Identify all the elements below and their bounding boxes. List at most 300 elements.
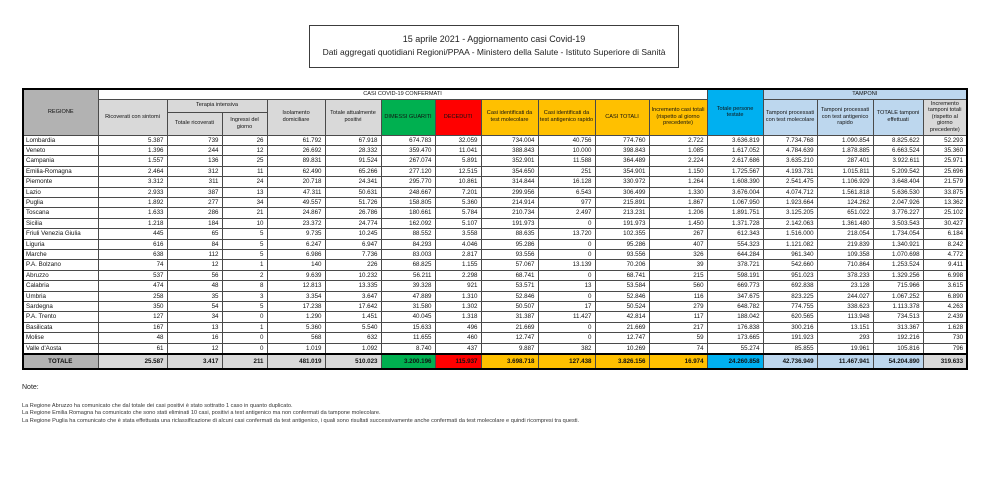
value-cell: 13.151 — [817, 322, 873, 332]
value-cell: 3.636.819 — [707, 135, 763, 145]
value-cell: 35 — [167, 291, 222, 301]
value-cell: 10.269 — [595, 343, 649, 354]
value-cell: 23.128 — [817, 281, 873, 291]
value-cell: 3.503.543 — [873, 218, 923, 228]
value-cell: 42.814 — [595, 312, 649, 322]
value-cell: 61 — [98, 343, 167, 354]
table-row — [23, 291, 967, 301]
value-cell: 88.635 — [481, 229, 538, 239]
value-cell: 89.831 — [267, 156, 325, 166]
value-cell: 734.513 — [873, 312, 923, 322]
value-cell: 326 — [649, 250, 707, 260]
value-cell: 1.867 — [649, 198, 707, 208]
value-cell: 277.120 — [381, 166, 435, 176]
value-cell: 921 — [435, 281, 481, 291]
value-cell: 19.961 — [817, 343, 873, 354]
value-cell: 21.669 — [595, 322, 649, 332]
value-cell: 3.776.227 — [873, 208, 923, 218]
table-row — [23, 208, 967, 218]
table-row — [23, 270, 967, 280]
value-cell: 3.635.210 — [763, 156, 817, 166]
value-cell: 632 — [325, 333, 381, 343]
value-cell: 267.074 — [381, 156, 435, 166]
value-cell: 286 — [167, 208, 222, 218]
value-cell: 4.784.639 — [763, 145, 817, 155]
value-cell: 218.054 — [817, 229, 873, 239]
value-cell: 0 — [538, 218, 595, 228]
value-cell: 48 — [98, 333, 167, 343]
value-cell: 5 — [222, 302, 267, 312]
col-header-casi-totali: CASI TOTALI — [595, 99, 649, 135]
value-cell: 50.631 — [325, 187, 381, 197]
notes-section — [22, 384, 988, 425]
table-row — [23, 250, 967, 260]
value-cell: 554.323 — [707, 239, 763, 249]
value-cell: 2.617.686 — [707, 156, 763, 166]
value-cell: 6.543 — [538, 187, 595, 197]
value-cell: 3.698.718 — [481, 354, 538, 369]
value-cell: 21.579 — [923, 177, 967, 187]
value-cell: 31.387 — [481, 312, 538, 322]
value-cell: 0 — [538, 250, 595, 260]
value-cell: 127 — [98, 312, 167, 322]
value-cell: 734.004 — [481, 135, 538, 145]
value-cell: 612.343 — [707, 229, 763, 239]
group-header-confirmed: CASI COVID-19 CONFERMATI — [98, 89, 707, 99]
value-cell: 124.262 — [817, 198, 873, 208]
value-cell: 715.966 — [873, 281, 923, 291]
value-cell: 25.587 — [98, 354, 167, 369]
value-cell: 5.784 — [435, 208, 481, 218]
value-cell: 1.113.378 — [873, 302, 923, 312]
value-cell: 496 — [435, 322, 481, 332]
value-cell: 61.792 — [267, 135, 325, 145]
notes-heading: Note: — [22, 384, 39, 392]
col-header-dimessi: DIMESSI GUARITI — [381, 99, 435, 135]
value-cell: 2.047.926 — [873, 198, 923, 208]
value-cell: 1.396 — [98, 145, 167, 155]
region-cell: Lombardia — [23, 135, 98, 145]
value-cell: 1.892 — [98, 198, 167, 208]
value-cell: 17 — [538, 302, 595, 312]
note-line: La Regione Abruzzo ha comunicato che dal totale dei casi positivi è stato sottratto 1 caso in quanto duplicato. — [22, 403, 293, 410]
value-cell: 25 — [222, 156, 267, 166]
value-cell: 6.247 — [267, 239, 325, 249]
value-cell: 977 — [538, 198, 595, 208]
value-cell: 6.890 — [923, 291, 967, 301]
value-cell: 638 — [98, 250, 167, 260]
table-body — [23, 135, 967, 369]
value-cell: 85.855 — [763, 343, 817, 354]
col-header-molecolare: Casi identificati da test molecolare — [481, 99, 538, 135]
value-cell: 34 — [222, 198, 267, 208]
value-cell: 1.561.818 — [817, 187, 873, 197]
region-cell: Molise — [23, 333, 98, 343]
report-subtitle: Dati aggregati quotidiani Regioni/PPAA - Ministero della Salute - Istituto Superiore di Sanità — [322, 47, 666, 57]
value-cell: 1.617.052 — [707, 145, 763, 155]
value-cell: 1.923.664 — [763, 198, 817, 208]
value-cell: 21 — [222, 208, 267, 218]
region-cell: Friuli Venezia Giulia — [23, 229, 98, 239]
value-cell: 338.623 — [817, 302, 873, 312]
value-cell: 692.838 — [763, 281, 817, 291]
region-cell: Umbria — [23, 291, 98, 301]
value-cell: 5 — [222, 229, 267, 239]
value-cell: 568 — [267, 333, 325, 343]
value-cell: 5.360 — [435, 198, 481, 208]
col-header-testate: Totale persone testate — [707, 89, 763, 135]
value-cell: 5.209.542 — [873, 166, 923, 176]
value-cell: 15.633 — [381, 322, 435, 332]
value-cell: 1.361.480 — [817, 218, 873, 228]
value-cell: 226 — [325, 260, 381, 270]
value-cell: 1.329.256 — [873, 270, 923, 280]
value-cell: 2.439 — [923, 312, 967, 322]
value-cell: 1.015.811 — [817, 166, 873, 176]
value-cell: 306.499 — [595, 187, 649, 197]
value-cell: 0 — [222, 343, 267, 354]
value-cell: 774.755 — [763, 302, 817, 312]
col-header-antigenico: Casi identificati da test antigenico rapido — [538, 99, 595, 135]
value-cell: 191.973 — [595, 218, 649, 228]
value-cell: 191.923 — [763, 333, 817, 343]
table-row — [23, 281, 967, 291]
value-cell: 537 — [98, 270, 167, 280]
table-row — [23, 343, 967, 354]
value-cell: 1.310 — [435, 291, 481, 301]
value-cell: 248.667 — [381, 187, 435, 197]
table-row — [23, 312, 967, 322]
value-cell: 2.817 — [435, 250, 481, 260]
table-row — [23, 229, 967, 239]
value-cell: 354.901 — [595, 166, 649, 176]
value-cell: 20.718 — [267, 177, 325, 187]
value-cell: 25.696 — [923, 166, 967, 176]
value-cell: 9.411 — [923, 260, 967, 270]
value-cell: 2.142.063 — [763, 218, 817, 228]
value-cell: 295.770 — [381, 177, 435, 187]
col-header-totale-ricoverati: Totale ricoverati — [167, 112, 222, 135]
value-cell: 299.956 — [481, 187, 538, 197]
value-cell: 31.580 — [381, 302, 435, 312]
value-cell: 293 — [817, 333, 873, 343]
value-cell: 16 — [167, 333, 222, 343]
value-cell: 56.211 — [381, 270, 435, 280]
col-header-ricoverati: Ricoverati con sintomi — [98, 99, 167, 135]
col-header-incremento-casi: Incremento casi totali (rispetto al giorno precedente) — [649, 99, 707, 135]
region-cell: Puglia — [23, 198, 98, 208]
value-cell: 2 — [222, 270, 267, 280]
value-cell: 33.875 — [923, 187, 967, 197]
value-cell: 11.588 — [538, 156, 595, 166]
value-cell: 49.557 — [267, 198, 325, 208]
col-header-deceduti: DECEDUTI — [435, 99, 481, 135]
value-cell: 140 — [267, 260, 325, 270]
col-header-tamponi-antigenico: Tamponi processati con test antigenico rapido — [817, 99, 873, 135]
value-cell: 17.238 — [267, 302, 325, 312]
value-cell: 382 — [538, 343, 595, 354]
region-cell: Abruzzo — [23, 270, 98, 280]
value-cell: 388.843 — [481, 145, 538, 155]
value-cell: 2.464 — [98, 166, 167, 176]
value-cell: 437 — [435, 343, 481, 354]
value-cell: 4.772 — [923, 250, 967, 260]
value-cell: 3 — [222, 291, 267, 301]
value-cell: 445 — [98, 229, 167, 239]
value-cell: 23.372 — [267, 218, 325, 228]
value-cell: 59 — [649, 333, 707, 343]
table-row — [23, 145, 967, 155]
value-cell: 16.128 — [538, 177, 595, 187]
value-cell: 93.556 — [481, 250, 538, 260]
region-cell: Lazio — [23, 187, 98, 197]
value-cell: 311 — [167, 177, 222, 187]
value-cell: 24.867 — [267, 208, 325, 218]
table-row — [23, 177, 967, 187]
value-cell: 28.332 — [325, 145, 381, 155]
value-cell: 13 — [538, 281, 595, 291]
value-cell: 251 — [538, 166, 595, 176]
value-cell: 113.948 — [817, 312, 873, 322]
value-cell: 0 — [222, 312, 267, 322]
value-cell: 10.245 — [325, 229, 381, 239]
value-cell: 1.608.390 — [707, 177, 763, 187]
value-cell: 25.971 — [923, 156, 967, 166]
value-cell: 542.660 — [763, 260, 817, 270]
col-header-tamponi-incremento: Incremento tamponi totali (rispetto al giorno precedente) — [923, 99, 967, 135]
value-cell: 13.720 — [538, 229, 595, 239]
value-cell: 13.335 — [325, 281, 381, 291]
value-cell: 26.786 — [325, 208, 381, 218]
value-cell: 560 — [649, 281, 707, 291]
value-cell: 1.725.567 — [707, 166, 763, 176]
value-cell: 1.092 — [325, 343, 381, 354]
value-cell: 1.302 — [435, 302, 481, 312]
value-cell: 0 — [222, 333, 267, 343]
value-cell: 1.106.929 — [817, 177, 873, 187]
value-cell: 13.362 — [923, 198, 967, 208]
value-cell: 378.721 — [707, 260, 763, 270]
value-cell: 57.067 — [481, 260, 538, 270]
value-cell: 2.497 — [538, 208, 595, 218]
value-cell: 1.218 — [98, 218, 167, 228]
value-cell: 651.022 — [817, 208, 873, 218]
value-cell: 116 — [649, 291, 707, 301]
value-cell: 162.092 — [381, 218, 435, 228]
value-cell: 1.450 — [649, 218, 707, 228]
value-cell: 47.889 — [381, 291, 435, 301]
value-cell: 319.633 — [923, 354, 967, 369]
value-cell: 67.918 — [325, 135, 381, 145]
value-cell: 8 — [222, 281, 267, 291]
covid-data-table — [22, 88, 968, 370]
value-cell: 1.070.698 — [873, 250, 923, 260]
value-cell: 17.642 — [325, 302, 381, 312]
region-cell: Toscana — [23, 208, 98, 218]
report-title-box — [309, 25, 679, 68]
value-cell: 48 — [167, 281, 222, 291]
region-cell: Campania — [23, 156, 98, 166]
value-cell: 710.864 — [817, 260, 873, 270]
value-cell: 12.813 — [267, 281, 325, 291]
value-cell: 398.843 — [595, 145, 649, 155]
table-row — [23, 302, 967, 312]
value-cell: 5 — [222, 250, 267, 260]
value-cell: 32.059 — [435, 135, 481, 145]
value-cell: 510.023 — [325, 354, 381, 369]
value-cell: 1.067.950 — [707, 198, 763, 208]
value-cell: 184 — [167, 218, 222, 228]
group-header-tamponi: TAMPONI — [763, 89, 967, 99]
value-cell: 9.887 — [481, 343, 538, 354]
value-cell: 279 — [649, 302, 707, 312]
value-cell: 1.557 — [98, 156, 167, 166]
value-cell: 84.293 — [381, 239, 435, 249]
value-cell: 56 — [167, 270, 222, 280]
region-cell: Piemonte — [23, 177, 98, 187]
value-cell: 5 — [222, 239, 267, 249]
value-cell: 136 — [167, 156, 222, 166]
value-cell: 4.263 — [923, 302, 967, 312]
value-cell: 215.891 — [595, 198, 649, 208]
value-cell: 1.090.854 — [817, 135, 873, 145]
value-cell: 0 — [538, 239, 595, 249]
value-cell: 3.826.156 — [595, 354, 649, 369]
value-cell: 91.524 — [325, 156, 381, 166]
value-cell: 1.340.921 — [873, 239, 923, 249]
value-cell: 34 — [167, 312, 222, 322]
table-row — [23, 322, 967, 332]
value-cell: 176.838 — [707, 322, 763, 332]
value-cell: 52.846 — [481, 291, 538, 301]
value-cell: 214.914 — [481, 198, 538, 208]
table-row — [23, 260, 967, 270]
value-cell: 1.067.252 — [873, 291, 923, 301]
value-cell: 2.933 — [98, 187, 167, 197]
value-cell: 244 — [167, 145, 222, 155]
value-cell: 83.003 — [381, 250, 435, 260]
value-cell: 2.298 — [435, 270, 481, 280]
value-cell: 12.747 — [481, 333, 538, 343]
value-cell: 93.556 — [595, 250, 649, 260]
value-cell: 1.878.885 — [817, 145, 873, 155]
value-cell: 267 — [649, 229, 707, 239]
value-cell: 378.233 — [817, 270, 873, 280]
value-cell: 188.042 — [707, 312, 763, 322]
value-cell: 88.552 — [381, 229, 435, 239]
value-cell: 648.782 — [707, 302, 763, 312]
value-cell: 180.661 — [381, 208, 435, 218]
value-cell: 74 — [649, 343, 707, 354]
value-cell: 1.318 — [435, 312, 481, 322]
value-cell: 0 — [538, 333, 595, 343]
value-cell: 644.284 — [707, 250, 763, 260]
value-cell: 26.692 — [267, 145, 325, 155]
value-cell: 1.121.082 — [763, 239, 817, 249]
region-cell: Basilicata — [23, 322, 98, 332]
value-cell: 3.922.611 — [873, 156, 923, 166]
value-cell: 407 — [649, 239, 707, 249]
value-cell: 6.986 — [267, 250, 325, 260]
value-cell: 51.726 — [325, 198, 381, 208]
table-row — [23, 187, 967, 197]
region-cell: Liguria — [23, 239, 98, 249]
value-cell: 12.515 — [435, 166, 481, 176]
value-cell: 277 — [167, 198, 222, 208]
col-header-ingressi: Ingressi del giorno — [222, 112, 267, 135]
value-cell: 387 — [167, 187, 222, 197]
value-cell: 50.507 — [481, 302, 538, 312]
value-cell: 6.947 — [325, 239, 381, 249]
value-cell: 1.734.054 — [873, 229, 923, 239]
value-cell: 5.540 — [325, 322, 381, 332]
value-cell: 3.558 — [435, 229, 481, 239]
value-cell: 215 — [649, 270, 707, 280]
value-cell: 354.650 — [481, 166, 538, 176]
table-row — [23, 166, 967, 176]
value-cell: 0 — [538, 291, 595, 301]
value-cell: 9.735 — [267, 229, 325, 239]
value-cell: 26 — [222, 135, 267, 145]
value-cell: 1.290 — [267, 312, 325, 322]
value-cell: 347.675 — [707, 291, 763, 301]
value-cell: 0 — [538, 270, 595, 280]
value-cell: 8.740 — [381, 343, 435, 354]
value-cell: 1.206 — [649, 208, 707, 218]
value-cell: 1.085 — [649, 145, 707, 155]
region-cell: Emilia-Romagna — [23, 166, 98, 176]
value-cell: 11.655 — [381, 333, 435, 343]
value-cell: 6.998 — [923, 270, 967, 280]
value-cell: 7.201 — [435, 187, 481, 197]
value-cell: 65.266 — [325, 166, 381, 176]
value-cell: 1.891.751 — [707, 208, 763, 218]
value-cell: 105.816 — [873, 343, 923, 354]
col-header-tamponi-totale: TOTALE tamponi effettuati — [873, 99, 923, 135]
value-cell: 35.360 — [923, 145, 967, 155]
total-row — [23, 354, 967, 369]
value-cell: 54 — [167, 302, 222, 312]
region-cell: P.A. Bolzano — [23, 260, 98, 270]
value-cell: 95.286 — [481, 239, 538, 249]
value-cell: 219.839 — [817, 239, 873, 249]
value-cell: 211 — [222, 354, 267, 369]
value-cell: 68.825 — [381, 260, 435, 270]
value-cell: 70.206 — [595, 260, 649, 270]
value-cell: 9.639 — [267, 270, 325, 280]
value-cell: 3.125.205 — [763, 208, 817, 218]
value-cell: 68.741 — [481, 270, 538, 280]
value-cell: 74 — [98, 260, 167, 270]
value-cell: 13 — [167, 322, 222, 332]
value-cell: 117 — [649, 312, 707, 322]
value-cell: 823.225 — [763, 291, 817, 301]
region-cell: P.A. Trento — [23, 312, 98, 322]
value-cell: 5.891 — [435, 156, 481, 166]
value-cell: 2.722 — [649, 135, 707, 145]
value-cell: 53.584 — [595, 281, 649, 291]
value-cell: 739 — [167, 135, 222, 145]
table-row — [23, 239, 967, 249]
value-cell: 12.747 — [595, 333, 649, 343]
value-cell: 1.150 — [649, 166, 707, 176]
value-cell: 40.045 — [381, 312, 435, 322]
value-cell: 21.669 — [481, 322, 538, 332]
value-cell: 109.358 — [817, 250, 873, 260]
value-cell: 352.901 — [481, 156, 538, 166]
value-cell: 2.224 — [649, 156, 707, 166]
value-cell: 287.401 — [817, 156, 873, 166]
